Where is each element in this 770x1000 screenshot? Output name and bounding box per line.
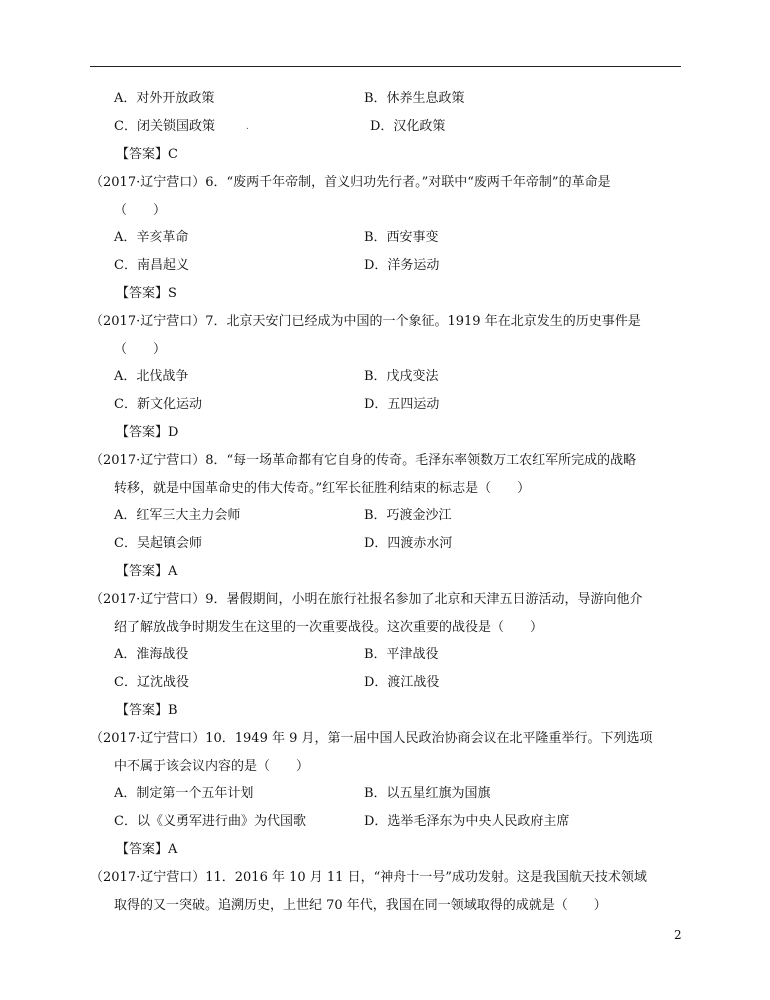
q9-stem-line2: 绍了解放战争时期发生在这里的一次重要战役。这次重要的战役是（ ） [114, 620, 544, 635]
q10-stem-line1: （2017·辽宁营口）10．1949 年 9 月，第一届中国人民政治协商会议在北平隆重举行。下列选项 [90, 731, 653, 746]
q11-stem-line1: （2017·辽宁营口）11．2016 年 10 月 11 日，“神舟十一号”成功发射。这是我国航天技术领域 [90, 870, 647, 885]
q6-option-b: B．西安事变 [364, 230, 439, 245]
q6-option-c: C．南昌起义 [114, 258, 189, 273]
q7-option-a: A．北伐战争 [114, 369, 189, 384]
q9-stem-line1: （2017·辽宁营口）9．暑假期间，小明在旅行社报名参加了北京和天津五日游活动，导游向他介 [90, 592, 643, 607]
q9-answer: 【答案】B [116, 703, 178, 718]
q8-stem-line1: （2017·辽宁营口）8．“每一场革命都有它自身的传奇。毛泽东率领数万工农红军所完成的战略 [90, 453, 637, 468]
q10-option-b: B．以五星红旗为国旗 [364, 786, 491, 801]
q8-option-c: C．吴起镇会师 [114, 536, 202, 551]
q7-option-b: B．戊戌变法 [364, 369, 439, 384]
q6-stem-line1: （2017·辽宁营口）6．“废两千年帝制，首义归功先行者。”对联中“废两千年帝制”的革命是 [90, 175, 611, 190]
q6-answer: 【答案】S [116, 286, 177, 301]
q10-stem-line2: 中不属于该会议内容的是（ ） [114, 759, 310, 774]
q8-answer: 【答案】A [116, 564, 178, 579]
q10-option-d: D．选举毛泽东为中央人民政府主席 [364, 814, 570, 829]
q5-answer: 【答案】C [116, 147, 178, 162]
q9-option-c: C．辽沈战役 [114, 675, 189, 690]
q6-option-d: D．洋务运动 [364, 258, 440, 273]
q6-stem-line2: （ ） [114, 203, 167, 218]
q10-answer: 【答案】A [116, 842, 178, 857]
q8-option-a: A．红军三大主力会师 [114, 508, 241, 523]
q9-option-b: B．平津战役 [364, 647, 439, 662]
q7-option-d: D．五四运动 [364, 397, 440, 412]
q5-option-b: B．休养生息政策 [364, 91, 465, 106]
q6-option-a: A．辛亥革命 [114, 230, 189, 245]
q7-option-c: C．新文化运动 [114, 397, 202, 412]
q5-option-d: D．汉化政策 [370, 119, 446, 134]
q5-option-c: C．闭关锁国政策 [114, 119, 215, 134]
q11-stem-line2: 取得的又一突破。追溯历史，上世纪 70 年代，我国在同一领域取得的成就是（ ） [114, 898, 607, 913]
q9-option-a: A．淮海战役 [114, 647, 189, 662]
q10-option-a: A．制定第一个五年计划 [114, 786, 254, 801]
q7-stem-line2: （ ） [114, 342, 167, 357]
q8-option-d: D．四渡赤水河 [364, 536, 453, 551]
q8-option-b: B．巧渡金沙江 [364, 508, 452, 523]
page-number: 2 [674, 928, 682, 942]
q10-option-c: C．以《义勇军进行曲》为代国歌 [114, 814, 306, 829]
stray-mark: . [246, 122, 249, 132]
q7-answer: 【答案】D [116, 425, 179, 440]
q7-stem-line1: （2017·辽宁营口）7．北京天安门已经成为中国的一个象征。1919 年在北京发生的历史事件是 [90, 314, 641, 329]
q9-option-d: D．渡江战役 [364, 675, 440, 690]
header-rule [90, 66, 681, 67]
q8-stem-line2: 转移，就是中国革命史的伟大传奇。”红军长征胜利结束的标志是（ ） [114, 481, 531, 496]
q5-option-a: A．对外开放政策 [114, 91, 215, 106]
